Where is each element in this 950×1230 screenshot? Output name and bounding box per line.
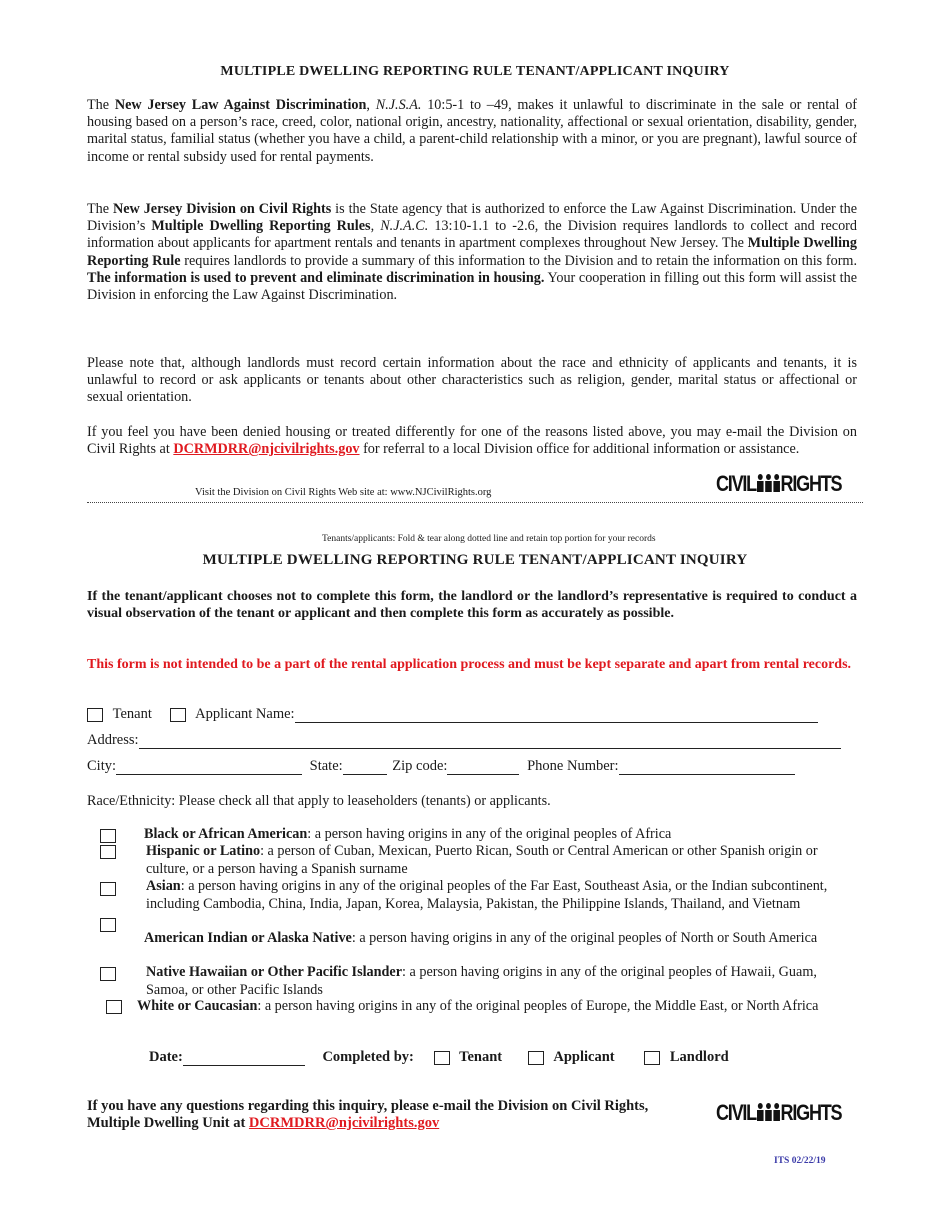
- code: N.J.A.C.: [380, 218, 429, 235]
- applicant-name-field[interactable]: [295, 708, 818, 723]
- tenant-checkbox[interactable]: [87, 708, 103, 722]
- purpose-statement: The information is used to prevent and eliminate discrimination in housing.: [87, 269, 545, 286]
- note-paragraph: Please note that, although landlords must record certain information about the race and ethnicity of applicants and tenants, it is unlawful to record or ask applicants or tenants about other characteristics such as religion, gender, marital status or affectional or sexual orientation.: [87, 355, 857, 406]
- address-row: [87, 732, 841, 749]
- race-checkbox-american-indian[interactable]: [100, 918, 116, 932]
- zip-label: Zip code:: [392, 758, 448, 774]
- text: ,: [366, 97, 376, 113]
- race-desc: : a person having origins in any of the original peoples of the Far East, Southeast Asia, or the Indian subcontinent, including Cambodia, China, India, Japan, Korea, Malaysia, Pakistan, the Philippine Islands, Thailand, and Vietnam: [146, 878, 828, 912]
- state-label: State:: [309, 758, 343, 774]
- race-checkbox-black[interactable]: [100, 829, 116, 843]
- date-field[interactable]: [183, 1051, 305, 1066]
- logo-text-right: RIGHTS: [780, 1100, 842, 1125]
- footer-email-link[interactable]: DCRMDRR@njcivilrights.gov: [248, 1115, 440, 1131]
- text: The: [87, 201, 113, 217]
- logo-text-right: RIGHTS: [780, 471, 842, 496]
- law-paragraph: [87, 97, 857, 166]
- city-row: [87, 758, 795, 775]
- civil-rights-logo-bottom: [716, 1100, 841, 1126]
- race-name: Asian: [146, 878, 181, 894]
- race-list: [100, 826, 860, 1036]
- text: If you feel you have been denied housing or treated differently for one of the reasons listed above, you may e-mail the Division on Civil Rights at: [87, 424, 857, 458]
- applicant-checkbox[interactable]: [170, 708, 186, 722]
- warning-text: This form is not intended to be a part of the rental application process and must be kept separate and apart from rental records.: [87, 657, 852, 672]
- race-name: Black or African American: [144, 826, 308, 842]
- law-name: New Jersey Law Against Discrimination: [114, 97, 367, 113]
- tear-note: Tenants/applicants: Fold & tear along dotted line and retain top portion for your records: [322, 534, 656, 544]
- race-text: [146, 964, 860, 999]
- race-desc: : a person having origins in any of the original peoples of Hawaii, Guam, Samoa, or other Pacific Islands: [146, 964, 817, 998]
- address-field[interactable]: [139, 734, 841, 749]
- applicant-name-label: Applicant Name:: [195, 706, 295, 722]
- phone-label: Phone Number:: [527, 758, 619, 774]
- race-checkbox-pacific-islander[interactable]: [100, 967, 116, 981]
- division-paragraph: [87, 201, 857, 304]
- logo-text-left: CIVIL: [716, 1100, 756, 1125]
- race-text: [146, 843, 860, 878]
- rules-name: Multiple Dwelling Reporting Rules: [151, 218, 371, 235]
- text: ,: [370, 218, 381, 235]
- completed-tenant-checkbox[interactable]: [434, 1051, 450, 1065]
- completion-row: [149, 1049, 729, 1066]
- race-text: [137, 998, 860, 1016]
- phone-field[interactable]: [619, 760, 795, 775]
- race-desc: : a person of Cuban, Mexican, Puerto Rican, South or Central American or other Spanish origin or culture, or a person having a Spanish surname: [146, 843, 818, 877]
- race-text: [144, 930, 860, 948]
- race-name: White or Caucasian: [137, 998, 258, 1014]
- completed-applicant-label: Applicant: [553, 1049, 615, 1065]
- division-name: New Jersey Division on Civil Rights: [112, 201, 332, 217]
- race-desc: : a person having origins in any of the original peoples of North or South America: [351, 930, 818, 946]
- form-title: MULTIPLE DWELLING REPORTING RULE TENANT/APPLICANT INQUIRY: [202, 552, 748, 568]
- footer-text: [87, 1098, 687, 1132]
- statute: N.J.S.A.: [375, 97, 422, 113]
- completed-landlord-label: Landlord: [669, 1049, 729, 1065]
- zip-field[interactable]: [447, 760, 519, 775]
- race-text: [144, 826, 860, 844]
- race-name: Native Hawaiian or Other Pacific Islander: [146, 964, 403, 980]
- rule-name: Multiple Dwelling Reporting Rule: [87, 235, 857, 269]
- race-desc: : a person having origins in any of the original peoples of Europe, the Middle East, or North Africa: [257, 998, 819, 1014]
- race-name: American Indian or Alaska Native: [144, 930, 352, 946]
- text: requires landlords to provide a summary of this information to the Division and to retain the information on this form.: [180, 252, 857, 269]
- text: is the State agency that is authorized to enforce the Law Against Discrimination. Under the Division’s: [87, 201, 857, 235]
- name-row: [87, 706, 818, 723]
- race-prompt: Race/Ethnicity: Please check all that apply to leaseholders (tenants) or applicants.: [87, 793, 551, 809]
- city-field[interactable]: [116, 760, 302, 775]
- race-checkbox-hispanic[interactable]: [100, 845, 116, 859]
- race-checkbox-white[interactable]: [106, 1000, 122, 1014]
- race-text: [146, 878, 860, 913]
- email-link[interactable]: DCRMDRR@njcivilrights.gov: [173, 441, 360, 458]
- completed-by-label: Completed by:: [322, 1049, 414, 1065]
- address-label: Address:: [87, 732, 139, 748]
- race-checkbox-asian[interactable]: [100, 882, 116, 896]
- tear-line: [87, 502, 863, 503]
- text: The: [87, 97, 115, 113]
- race-desc: : a person having origins in any of the original peoples of Africa: [307, 826, 672, 842]
- text: for referral to a local Division office for additional information or assistance.: [359, 441, 800, 458]
- city-label: City:: [87, 758, 117, 774]
- civil-rights-logo: [716, 471, 841, 497]
- text: Your cooperation in filling out this form will assist the Division in enforcing the Law Against Discrimination.: [87, 269, 857, 304]
- website-text: Visit the Division on Civil Rights Web site at: www.NJCivilRights.org: [195, 487, 492, 498]
- form-code: ITS 02/22/19: [774, 1156, 826, 1166]
- completed-applicant-checkbox[interactable]: [528, 1051, 544, 1065]
- text: 13:10-1.1 to -2.6, the Division requires landlords to collect and record information about applicants for apartment rentals and tenants in apartment complexes throughout New Jersey. The: [87, 218, 857, 252]
- contact-paragraph: [87, 424, 857, 458]
- instruction-text: If the tenant/applicant chooses not to complete this form, the landlord or the landlord’s representative is required to conduct a visual observation of the tenant or applicant and then complete this form as accurately as possible.: [87, 589, 857, 621]
- completed-landlord-checkbox[interactable]: [644, 1051, 660, 1065]
- completed-tenant-label: Tenant: [459, 1049, 503, 1065]
- people-icon: [756, 1102, 781, 1122]
- people-icon: [756, 473, 781, 493]
- page-title: MULTIPLE DWELLING REPORTING RULE TENANT/APPLICANT INQUIRY: [220, 64, 730, 79]
- text: 10:5-1 to –49, makes it unlawful to discriminate in the sale or rental of housing based on a person’s race, creed, color, national origin, ancestry, nationality, affectional or sexual orientation, disability, gender, marital status, familial status (whether you have a child, a parent-child relationship with a minor, or you are pregnant), lawful source of income or rental subsidy used for rental payments.: [87, 97, 858, 165]
- logo-text-left: CIVIL: [716, 471, 756, 496]
- date-label: Date:: [149, 1049, 183, 1065]
- state-field[interactable]: [343, 760, 387, 775]
- tenant-label: Tenant: [112, 706, 152, 722]
- text: If you have any questions regarding this inquiry, please e-mail the Division on Civil Rights, Multiple Dwelling Unit at: [87, 1098, 649, 1131]
- race-name: Hispanic or Latino: [146, 843, 261, 859]
